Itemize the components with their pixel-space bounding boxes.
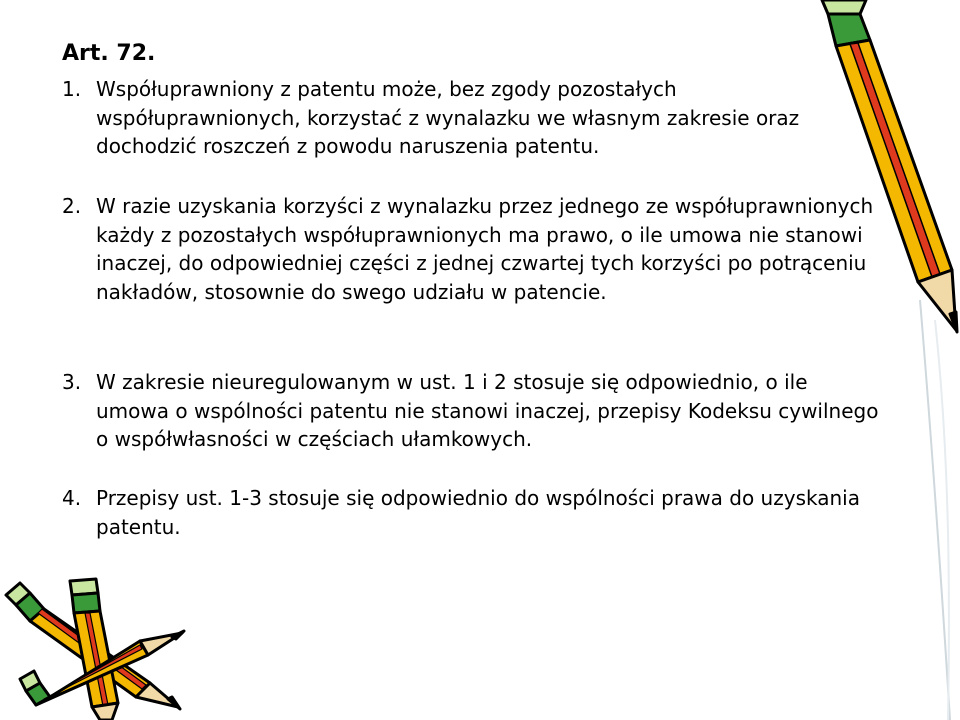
- paragraph-number: 1.: [62, 77, 82, 101]
- paragraph-1: [62, 75, 882, 161]
- paragraph-number: 3.: [62, 370, 82, 394]
- paragraph-number: 4.: [62, 486, 82, 510]
- paragraph-text: W razie uzyskania korzyści z wynalazku przez jednego ze współuprawnionych każdy z pozostałych współuprawnionych ma prawo, o ile umowa nie stanowi inaczej, do odpowiedniej części z jednej czwartej tych korzyści po potrąceniu nakładów, stosownie do swego udziału w patencie.: [96, 194, 874, 304]
- paragraph-text: Przepisy ust. 1-3 stosuje się odpowiednio do wspólności prawa do uzyskania patentu.: [96, 486, 860, 539]
- paragraph-4: [62, 484, 882, 541]
- paragraph-3: [62, 368, 882, 454]
- crossed-pencils-icon: [0, 575, 200, 720]
- paragraph-2: [62, 192, 882, 306]
- paragraph-text: Współuprawniony z patentu może, bez zgody pozostałych współuprawnionych, korzystać z wynalazku we własnym zakresie oraz dochodzić roszczeń z powodu naruszenia patentu.: [96, 77, 800, 158]
- article-heading: Art. 72.: [62, 41, 156, 66]
- pencil-icon: [800, 0, 960, 720]
- paragraph-text: W zakresie nieuregulowanym w ust. 1 i 2 stosuje się odpowiednio, o ile umowa o wspólności patentu nie stanowi inaczej, przepisy Kodeksu cywilnego o współwłasności w częściach ułamkowych.: [96, 370, 879, 451]
- paragraph-number: 2.: [62, 194, 82, 218]
